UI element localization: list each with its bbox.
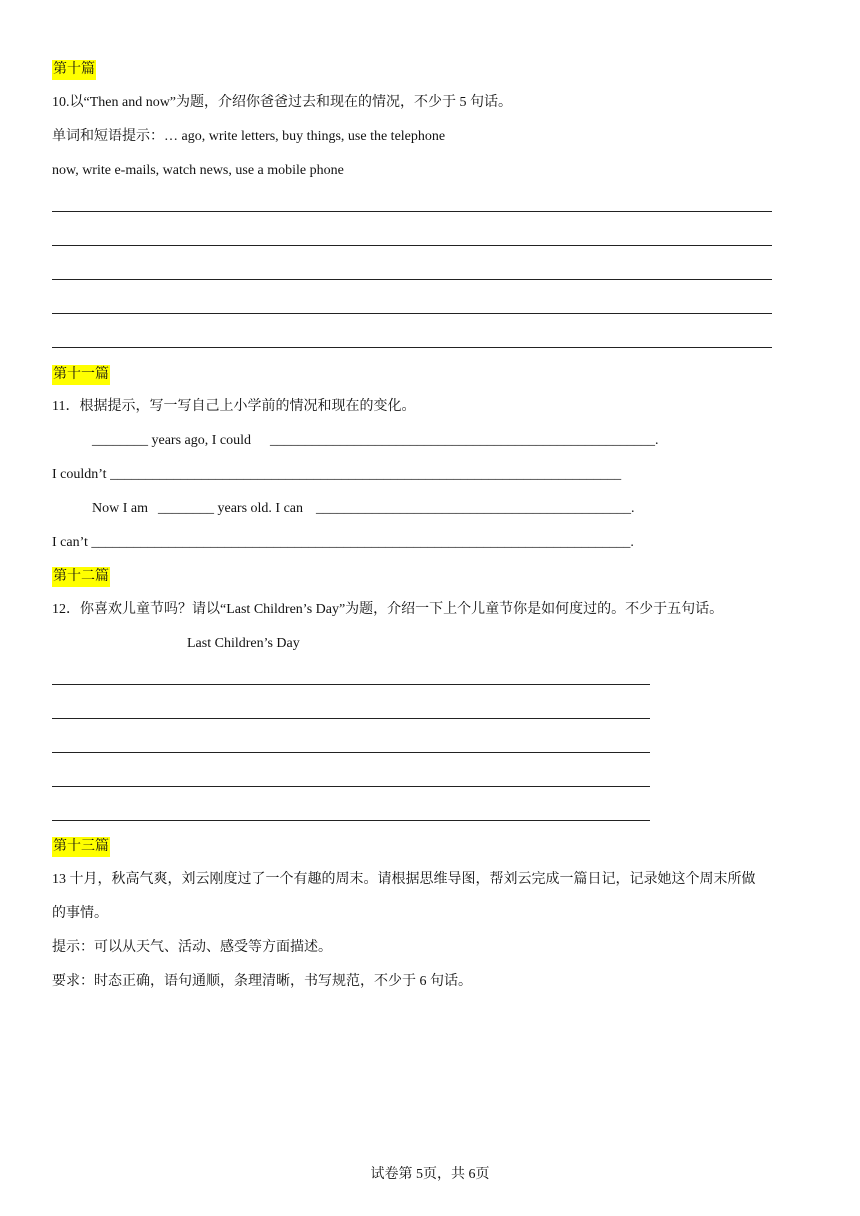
section-11-tag: 第十一篇: [52, 365, 110, 385]
writing-line[interactable]: [52, 718, 650, 719]
q11-line-2[interactable]: I couldn’t _________________________________________________________________________: [52, 467, 622, 482]
writing-line[interactable]: [52, 820, 650, 821]
writing-line[interactable]: [52, 245, 772, 246]
essay-title: Last Children’s Day: [187, 636, 300, 651]
question-13-line-2: 的事情。: [52, 906, 108, 921]
question-10-hint-2: now, write e-mails, watch news, use a mobile phone: [52, 163, 344, 178]
writing-line[interactable]: [52, 786, 650, 787]
writing-line[interactable]: [52, 684, 650, 685]
question-10-hint-1: 单词和短语提示：… ago, write letters, buy things, use the telephone: [52, 129, 446, 144]
writing-line[interactable]: [52, 211, 772, 212]
q11-line-3-blank[interactable]: _____________________________________________.: [316, 501, 635, 516]
section-10-tag: 第十篇: [52, 60, 96, 80]
question-10: 10.以“Then and now”为题，介绍你爸爸过去和现在的情况，不少于 5 句话。: [52, 95, 513, 110]
question-12: 12．你喜欢儿童节吗？请以“Last Children’s Day”为题，介绍一下上个儿童节你是如何度过的。不少于五句话。: [52, 602, 724, 617]
q11-line-1-start[interactable]: ________ years ago, I could: [92, 433, 252, 448]
question-13-tip: 提示：可以从天气、活动、感受等方面描述。: [52, 940, 332, 955]
section-13-tag: 第十三篇: [52, 837, 110, 857]
q11-line-1-blank[interactable]: _______________________________________________________.: [270, 433, 659, 448]
q11-line-3-age[interactable]: ________ years old. I can: [158, 501, 304, 516]
question-11: 11．根据提示，写一写自己上小学前的情况和现在的变化。: [52, 399, 416, 414]
question-13-requirement: 要求：时态正确，语句通顺，条理清晰，书写规范，不少于 6 句话。: [52, 974, 472, 989]
section-12-tag: 第十二篇: [52, 567, 110, 587]
writing-line[interactable]: [52, 279, 772, 280]
writing-line[interactable]: [52, 347, 772, 348]
q11-line-3-label: Now I am: [92, 501, 148, 516]
writing-line[interactable]: [52, 313, 772, 314]
q11-line-4[interactable]: I can’t _____________________________________________________________________________.: [52, 535, 634, 550]
page-footer: 试卷第 5页，共 6页: [370, 1167, 490, 1182]
question-13-line-1: 13 十月，秋高气爽，刘云刚度过了一个有趣的周末。请根据思维导图，帮刘云完成一篇日记，记录她这个周末所做: [52, 872, 756, 887]
writing-line[interactable]: [52, 752, 650, 753]
